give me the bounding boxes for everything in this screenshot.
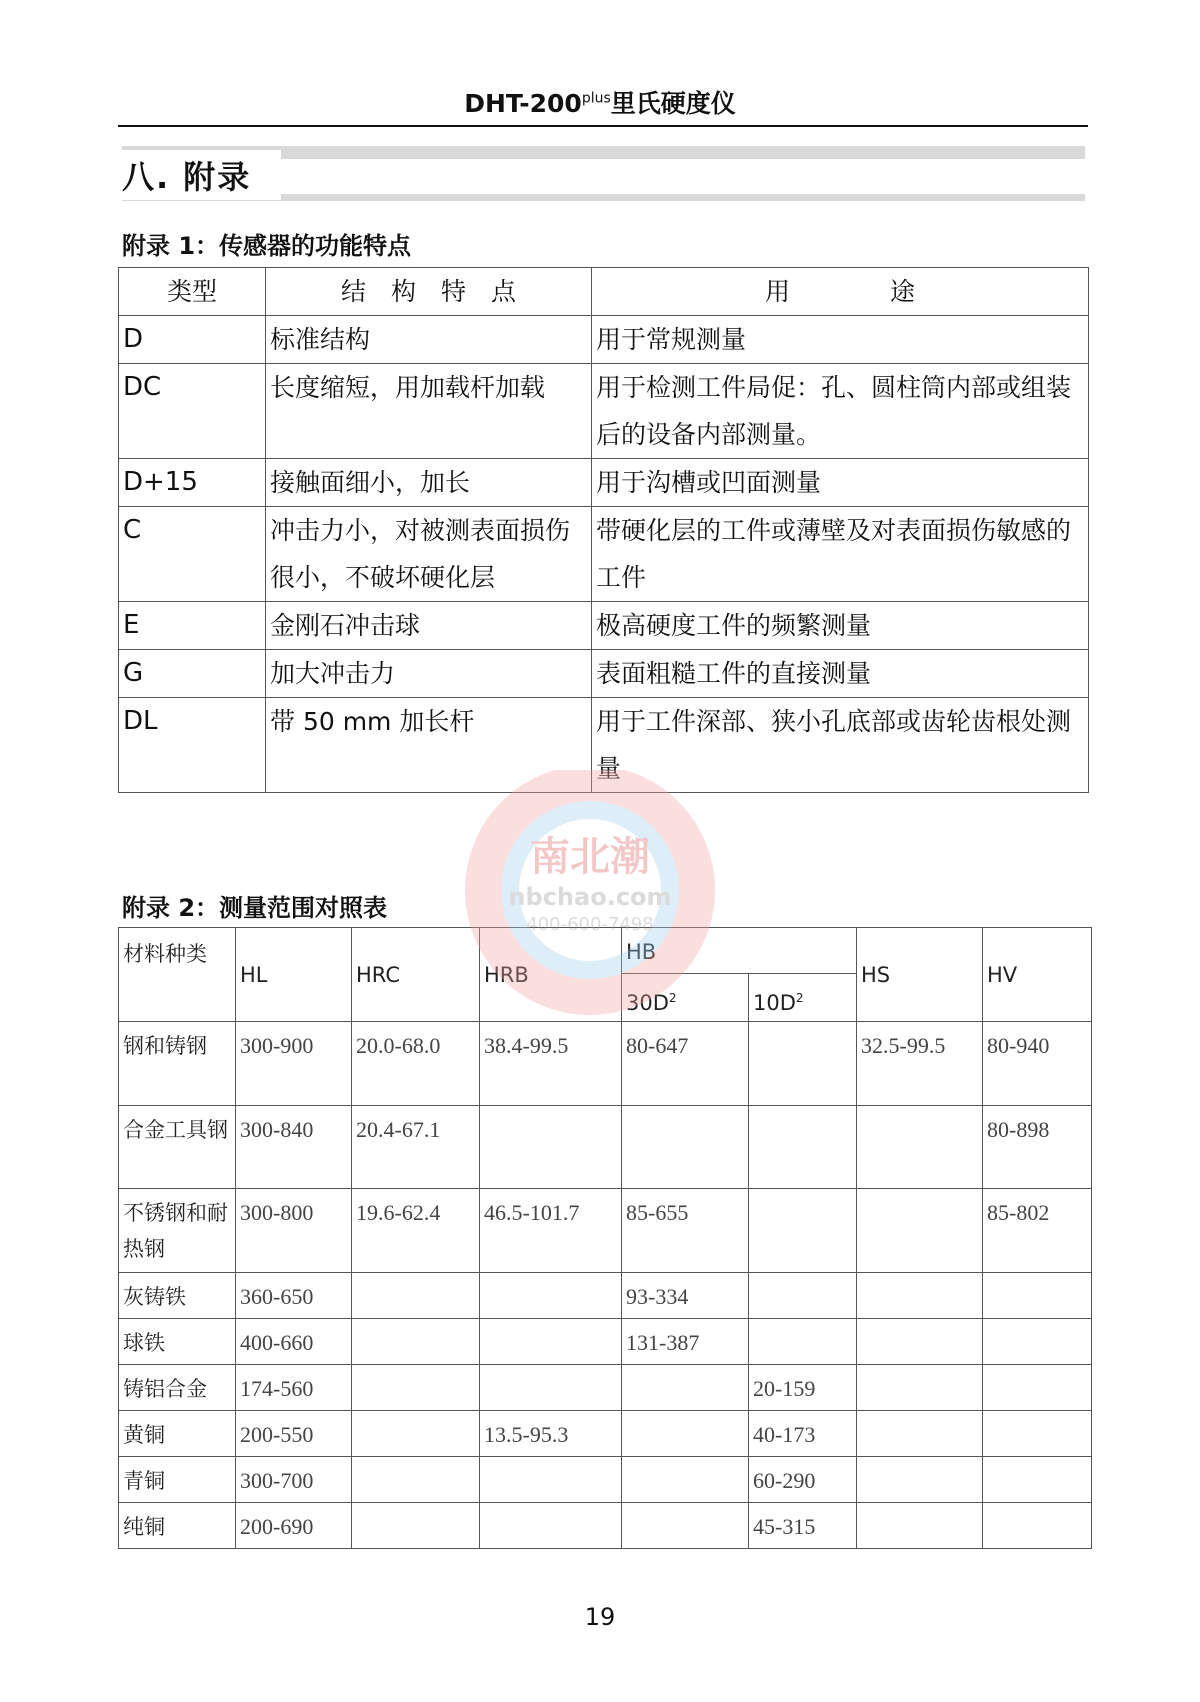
cell-hl: 174-560: [236, 1365, 352, 1411]
table-row: [119, 1189, 1092, 1273]
table-row: [119, 1106, 1092, 1189]
cell-hl: 200-690: [236, 1503, 352, 1549]
table-row: [119, 698, 1089, 793]
cell-structure: 冲击力小，对被测表面损伤很小，不破坏硬化层: [266, 507, 592, 602]
cell-hl: 360-650: [236, 1273, 352, 1319]
table-row: [119, 1411, 1092, 1457]
cell-usage: 用于工件深部、狭小孔底部或齿轮齿根处测量: [592, 698, 1089, 793]
superscript: 2: [795, 991, 804, 1005]
cell-hb-30d2: 131-387: [622, 1319, 749, 1365]
range-table: [118, 927, 1092, 1549]
cell-hs: [857, 1319, 983, 1365]
cell-hb-10d2: 20-159: [749, 1365, 857, 1411]
cell-hl: 300-900: [236, 1022, 352, 1106]
header-hl: HL: [236, 928, 352, 1022]
cell-structure: 加大冲击力: [266, 650, 592, 698]
cell-hs: [857, 1106, 983, 1189]
cell-hv: [983, 1273, 1092, 1319]
cell-usage: 极高硬度工件的频繁测量: [592, 602, 1089, 650]
table-header-row: [119, 268, 1089, 316]
cell-material: 不锈钢和耐热钢: [119, 1189, 236, 1273]
cell-structure: 接触面细小，加长: [266, 459, 592, 507]
appendix2-title: 附录 2：测量范围对照表: [122, 894, 388, 922]
table-row: [119, 507, 1089, 602]
cell-hb-10d2: [749, 1319, 857, 1365]
cell-hb-30d2: [622, 1503, 749, 1549]
superscript: 2: [668, 991, 677, 1005]
cell-hv: [983, 1365, 1092, 1411]
cell-hrb: 46.5-101.7: [480, 1189, 622, 1273]
table-row: [119, 364, 1089, 459]
cell-hs: [857, 1411, 983, 1457]
table-row: [119, 602, 1089, 650]
cell-hrb: [480, 1273, 622, 1319]
cell-hb-10d2: 60-290: [749, 1457, 857, 1503]
cell-hv: [983, 1457, 1092, 1503]
cell-hb-10d2: [749, 1273, 857, 1319]
table-row: [119, 1319, 1092, 1365]
cell-hs: [857, 1365, 983, 1411]
cell-hrc: [352, 1457, 480, 1503]
cell-hb-30d2: [622, 1457, 749, 1503]
cell-hrc: 20.0-68.0: [352, 1022, 480, 1106]
cell-hb-10d2: 40-173: [749, 1411, 857, 1457]
cell-structure: 标准结构: [266, 316, 592, 364]
header-rule: [118, 125, 1088, 127]
cell-hrc: 19.6-62.4: [352, 1189, 480, 1273]
cell-hb-30d2: [622, 1411, 749, 1457]
cell-hv: 85-802: [983, 1189, 1092, 1273]
cell-hb-30d2: 85-655: [622, 1189, 749, 1273]
cell-material: 球铁: [119, 1319, 236, 1365]
cell-type: E: [119, 602, 266, 650]
table-row: [119, 1022, 1092, 1106]
cell-hrb: [480, 1365, 622, 1411]
hb30-label: 30D: [626, 991, 669, 1015]
table-row: [119, 459, 1089, 507]
table-row: [119, 1457, 1092, 1503]
cell-usage: 表面粗糙工件的直接测量: [592, 650, 1089, 698]
cell-type: G: [119, 650, 266, 698]
watermark-site: nbchao.com: [508, 883, 672, 911]
header-hrc: HRC: [352, 928, 480, 1022]
header-sup: plus: [581, 90, 611, 107]
cell-hrb: [480, 1457, 622, 1503]
table-row: [119, 1273, 1092, 1319]
header-structure: 结 构 特 点: [266, 268, 592, 316]
cell-hs: [857, 1503, 983, 1549]
cell-material: 铸铝合金: [119, 1365, 236, 1411]
cell-hrc: [352, 1273, 480, 1319]
cell-hl: 200-550: [236, 1411, 352, 1457]
cell-hrc: [352, 1411, 480, 1457]
watermark-phone: 400-600-7498: [526, 914, 654, 935]
document-header: [0, 84, 1200, 120]
cell-hv: [983, 1503, 1092, 1549]
header-hv: HV: [983, 928, 1092, 1022]
cell-material: 黄铜: [119, 1411, 236, 1457]
cell-hb-30d2: [622, 1365, 749, 1411]
header-hs: HS: [857, 928, 983, 1022]
page-number: 19: [584, 1603, 616, 1631]
cell-usage: 用于沟槽或凹面测量: [592, 459, 1089, 507]
cell-hb-10d2: 45-315: [749, 1503, 857, 1549]
header-hb: HB: [622, 928, 857, 974]
cell-structure: 带 50 mm 加长杆: [266, 698, 592, 793]
header-model: DHT-200: [464, 89, 582, 118]
cell-hv: 80-898: [983, 1106, 1092, 1189]
hb10-label: 10D: [753, 991, 796, 1015]
cell-type: DC: [119, 364, 266, 459]
cell-material: 合金工具钢: [119, 1106, 236, 1189]
cell-hrb: [480, 1319, 622, 1365]
cell-structure: 金刚石冲击球: [266, 602, 592, 650]
cell-structure: 长度缩短，用加载杆加载: [266, 364, 592, 459]
cell-hv: 80-940: [983, 1022, 1092, 1106]
cell-hb-10d2: [749, 1106, 857, 1189]
cell-hrc: [352, 1503, 480, 1549]
cell-usage: 带硬化层的工件或薄壁及对表面损伤敏感的工件: [592, 507, 1089, 602]
cell-hb-30d2: 93-334: [622, 1273, 749, 1319]
section-title: 八. 附录: [120, 150, 281, 200]
cell-type: D: [119, 316, 266, 364]
cell-type: DL: [119, 698, 266, 793]
table-row: [119, 1365, 1092, 1411]
cell-usage: 用于检测工件局促：孔、圆柱筒内部或组装后的设备内部测量。: [592, 364, 1089, 459]
table-row: [119, 316, 1089, 364]
cell-hrb: 38.4-99.5: [480, 1022, 622, 1106]
cell-hl: 300-840: [236, 1106, 352, 1189]
cell-hv: [983, 1319, 1092, 1365]
cell-hrc: [352, 1319, 480, 1365]
cell-hs: 32.5-99.5: [857, 1022, 983, 1106]
cell-hrb: 13.5-95.3: [480, 1411, 622, 1457]
appendix1-title: 附录 1：传感器的功能特点: [122, 232, 412, 260]
cell-hb-30d2: [622, 1106, 749, 1189]
header-type: 类型: [119, 268, 266, 316]
cell-type: D+15: [119, 459, 266, 507]
cell-hs: [857, 1457, 983, 1503]
cell-material: 青铜: [119, 1457, 236, 1503]
cell-usage: 用于常规测量: [592, 316, 1089, 364]
header-usage: 用 途: [592, 268, 1089, 316]
cell-hb-30d2: 80-647: [622, 1022, 749, 1106]
cell-hb-10d2: [749, 1189, 857, 1273]
table-row: [119, 650, 1089, 698]
cell-material: 灰铸铁: [119, 1273, 236, 1319]
cell-hl: 300-700: [236, 1457, 352, 1503]
cell-hrb: [480, 1106, 622, 1189]
cell-material: 纯铜: [119, 1503, 236, 1549]
watermark-brand: 南北潮: [530, 834, 650, 880]
header-material: 材料种类: [119, 928, 236, 1022]
cell-type: C: [119, 507, 266, 602]
cell-hs: [857, 1273, 983, 1319]
table-row: [119, 1503, 1092, 1549]
cell-hb-10d2: [749, 1022, 857, 1106]
header-name: 里氏硬度仪: [610, 89, 736, 118]
header-hb-10d2: [749, 974, 857, 1022]
header-hb-30d2: [622, 974, 749, 1022]
header-hrb: HRB: [480, 928, 622, 1022]
cell-material: 钢和铸钢: [119, 1022, 236, 1106]
cell-hs: [857, 1189, 983, 1273]
sensor-table: [118, 267, 1089, 793]
cell-hrb: [480, 1503, 622, 1549]
cell-hrc: 20.4-67.1: [352, 1106, 480, 1189]
cell-hrc: [352, 1365, 480, 1411]
cell-hl: 300-800: [236, 1189, 352, 1273]
cell-hv: [983, 1411, 1092, 1457]
cell-hl: 400-660: [236, 1319, 352, 1365]
